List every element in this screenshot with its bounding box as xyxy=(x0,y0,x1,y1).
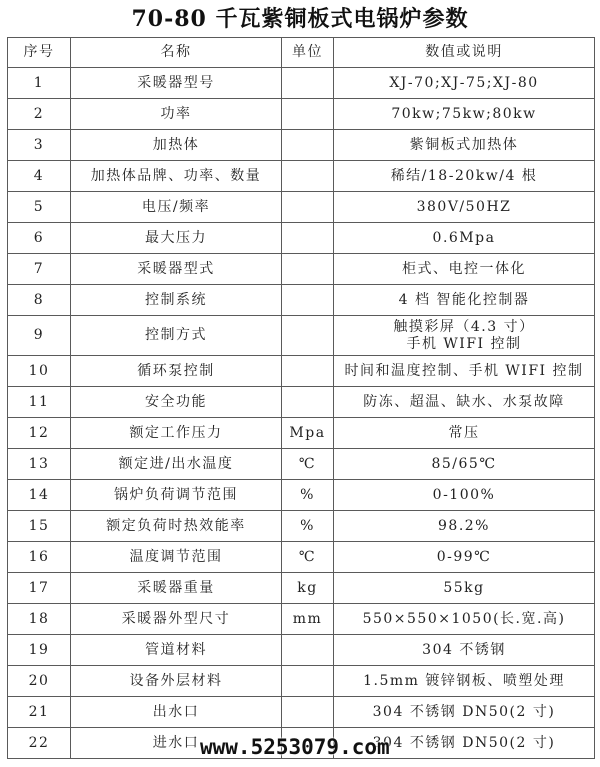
row-value xyxy=(334,99,595,130)
row-unit xyxy=(282,285,334,316)
row-unit: % xyxy=(282,480,334,511)
row-number: 18 xyxy=(8,604,71,635)
row-value xyxy=(334,223,595,254)
row-number: 22 xyxy=(8,728,71,759)
row-value xyxy=(334,68,595,99)
header-no: 序号 xyxy=(8,38,71,68)
table-row xyxy=(8,511,595,542)
row-name: 额定负荷时热效能率 xyxy=(71,511,282,542)
row-number: 15 xyxy=(8,511,71,542)
row-value-line: 常压 xyxy=(448,424,480,441)
table-header-row xyxy=(8,38,595,68)
row-unit: kg xyxy=(282,573,334,604)
row-value xyxy=(334,635,595,666)
table-row xyxy=(8,604,595,635)
row-unit xyxy=(282,697,334,728)
row-name: 采暖器重量 xyxy=(71,573,282,604)
table-row xyxy=(8,316,595,356)
row-value-line: XJ-70;XJ-75;XJ-80 xyxy=(389,74,539,91)
row-unit: % xyxy=(282,511,334,542)
row-value-line: 0.6Mpa xyxy=(432,229,496,246)
row-value-line: 防冻、超温、缺水、水泵故障 xyxy=(363,393,565,410)
row-unit: ℃ xyxy=(282,542,334,573)
row-unit xyxy=(282,635,334,666)
row-value-line: 0-99℃ xyxy=(436,548,492,565)
row-value xyxy=(334,285,595,316)
row-name: 锅炉负荷调节范围 xyxy=(71,480,282,511)
row-value-line: 85/65℃ xyxy=(431,455,497,472)
row-name: 额定进/出水温度 xyxy=(71,449,282,480)
row-number: 17 xyxy=(8,573,71,604)
row-unit xyxy=(282,666,334,697)
table-row xyxy=(8,666,595,697)
table-row xyxy=(8,635,595,666)
row-number: 6 xyxy=(8,223,71,254)
row-unit: mm xyxy=(282,604,334,635)
row-name: 进水口 xyxy=(71,728,282,759)
row-name: 电压/频率 xyxy=(71,192,282,223)
table-row xyxy=(8,192,595,223)
row-name: 循环泵控制 xyxy=(71,356,282,387)
row-value xyxy=(334,387,595,418)
row-number: 8 xyxy=(8,285,71,316)
watermark: www.5253079.com xyxy=(200,735,390,759)
row-unit xyxy=(282,99,334,130)
table-row xyxy=(8,697,595,728)
row-value xyxy=(334,480,595,511)
row-value-line: 4 档 智能化控制器 xyxy=(398,291,530,308)
row-value xyxy=(334,161,595,192)
row-unit xyxy=(282,192,334,223)
row-value-line: 380V/50HZ xyxy=(416,198,512,215)
row-unit xyxy=(282,161,334,192)
row-number: 9 xyxy=(8,316,71,356)
row-value xyxy=(334,356,595,387)
row-unit: Mpa xyxy=(282,418,334,449)
row-value-line: 紫铜板式加热体 xyxy=(409,136,519,153)
row-name: 采暖器型号 xyxy=(71,68,282,99)
row-value-line: 304 不锈钢 DN50(2 寸) xyxy=(372,734,556,751)
row-number: 19 xyxy=(8,635,71,666)
row-name: 温度调节范围 xyxy=(71,542,282,573)
row-value-line: 稀结/18-20kw/4 根 xyxy=(390,167,538,184)
row-number: 11 xyxy=(8,387,71,418)
table-row xyxy=(8,480,595,511)
document-title: 70-80 千瓦紫铜板式电锅炉参数 xyxy=(131,6,469,32)
row-value-line: 时间和温度控制、手机 WIFI 控制 xyxy=(344,362,584,379)
row-number: 12 xyxy=(8,418,71,449)
row-name: 加热体 xyxy=(71,130,282,161)
header-name: 名称 xyxy=(71,38,282,68)
row-value xyxy=(334,192,595,223)
table-row xyxy=(8,68,595,99)
table-row xyxy=(8,418,595,449)
header-unit: 单位 xyxy=(282,38,334,68)
row-number: 16 xyxy=(8,542,71,573)
row-unit xyxy=(282,223,334,254)
row-number: 21 xyxy=(8,697,71,728)
table-row xyxy=(8,285,595,316)
row-name: 管道材料 xyxy=(71,635,282,666)
row-name: 采暖器外型尺寸 xyxy=(71,604,282,635)
row-number: 4 xyxy=(8,161,71,192)
table-row xyxy=(8,387,595,418)
spec-table xyxy=(7,37,595,759)
row-name: 控制方式 xyxy=(71,316,282,356)
row-value-line: 柜式、电控一体化 xyxy=(402,260,526,277)
row-name: 设备外层材料 xyxy=(71,666,282,697)
row-value xyxy=(334,666,595,697)
row-unit xyxy=(282,356,334,387)
row-name: 出水口 xyxy=(71,697,282,728)
row-number: 10 xyxy=(8,356,71,387)
row-number: 2 xyxy=(8,99,71,130)
row-value-line: 304 不锈钢 DN50(2 寸) xyxy=(372,703,556,720)
row-number: 1 xyxy=(8,68,71,99)
row-number: 13 xyxy=(8,449,71,480)
row-value-line: 触摸彩屏（4.3 寸） xyxy=(393,318,535,335)
row-name: 额定工作压力 xyxy=(71,418,282,449)
row-value xyxy=(334,130,595,161)
row-value-line: 0-100% xyxy=(432,486,496,503)
row-number: 7 xyxy=(8,254,71,285)
row-number: 14 xyxy=(8,480,71,511)
row-value-line: 70kw;75kw;80kw xyxy=(391,105,537,122)
row-value-line: 1.5mm 镀锌钢板、喷塑处理 xyxy=(363,672,565,689)
row-unit xyxy=(282,130,334,161)
row-value xyxy=(334,542,595,573)
row-value-line: 304 不锈钢 xyxy=(422,641,506,658)
header-value: 数值或说明 xyxy=(334,38,595,68)
row-unit xyxy=(282,387,334,418)
row-value-line: 98.2% xyxy=(438,517,490,534)
row-unit: ℃ xyxy=(282,449,334,480)
row-unit xyxy=(282,316,334,356)
row-value-line: 550×550×1050(长.宽.高) xyxy=(362,610,566,627)
table-row xyxy=(8,449,595,480)
row-unit xyxy=(282,254,334,285)
table-row xyxy=(8,99,595,130)
row-number: 5 xyxy=(8,192,71,223)
row-unit xyxy=(282,68,334,99)
table-row xyxy=(8,161,595,192)
row-value xyxy=(334,573,595,604)
row-name: 最大压力 xyxy=(71,223,282,254)
row-name: 加热体品牌、功率、数量 xyxy=(71,161,282,192)
row-value xyxy=(334,697,595,728)
row-value-line: 手机 WIFI 控制 xyxy=(406,335,522,352)
row-value-line: 55kg xyxy=(443,579,485,596)
row-value xyxy=(334,449,595,480)
table-row xyxy=(8,542,595,573)
table-row xyxy=(8,356,595,387)
row-number: 3 xyxy=(8,130,71,161)
table-row xyxy=(8,223,595,254)
row-value xyxy=(334,604,595,635)
row-name: 功率 xyxy=(71,99,282,130)
table-body xyxy=(8,68,595,759)
row-name: 采暖器型式 xyxy=(71,254,282,285)
row-value xyxy=(334,254,595,285)
row-name: 安全功能 xyxy=(71,387,282,418)
table-row xyxy=(8,130,595,161)
row-value xyxy=(334,418,595,449)
row-name: 控制系统 xyxy=(71,285,282,316)
row-number: 20 xyxy=(8,666,71,697)
row-value xyxy=(334,316,595,356)
table-row xyxy=(8,573,595,604)
table-row xyxy=(8,254,595,285)
row-value xyxy=(334,511,595,542)
